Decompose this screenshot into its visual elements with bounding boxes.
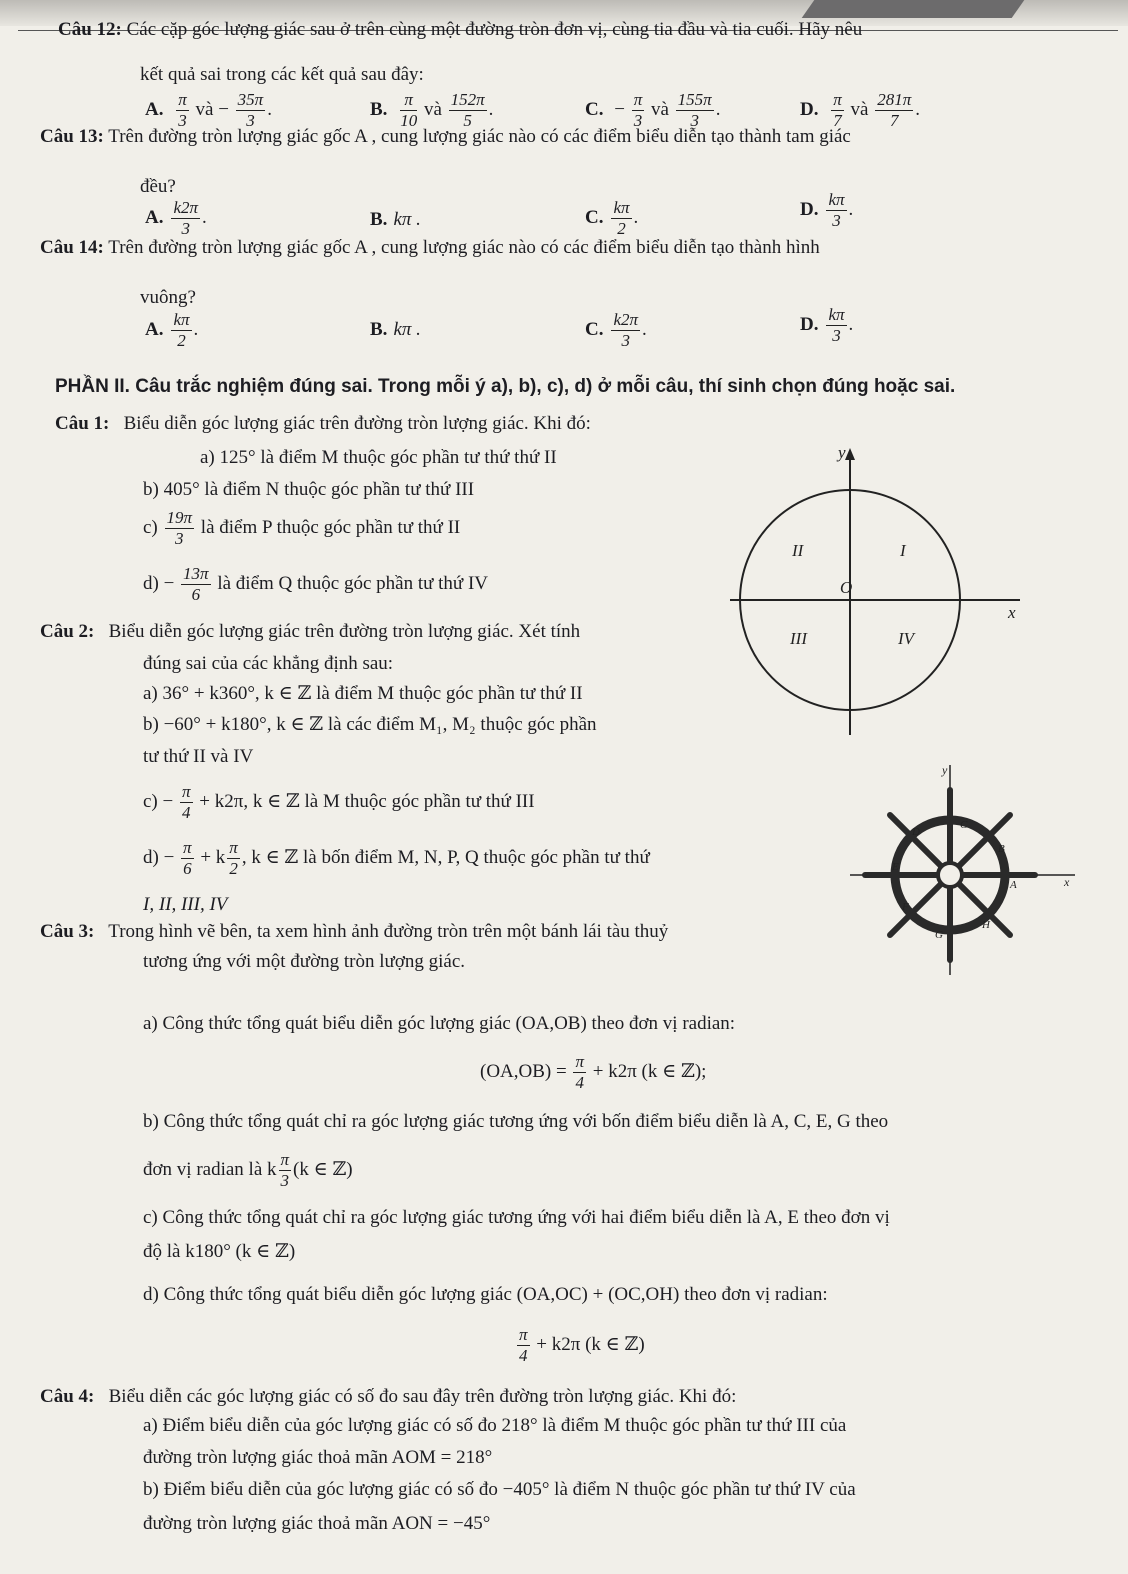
fraction: $\frac{152\pi}{5}$ — [450, 90, 485, 130]
y-label: y — [838, 443, 846, 462]
fraction: $\frac{\pi}{6}$ — [183, 838, 192, 878]
c1-label: Câu 1: — [55, 413, 110, 434]
c4-a2: đường tròn lượng giác thoả mãn AOM = 218° — [143, 1447, 493, 1468]
q14-label: Câu 14: — [40, 237, 104, 258]
y-label: y — [942, 763, 948, 777]
q14-option-a[interactable]: A. $\frac{k\pi}{2}$ . — [145, 310, 199, 350]
fraction: $\frac{\pi}{4}$ — [519, 1325, 528, 1365]
c4-text: Biểu diễn các góc lượng giác có số đo sau đây trên đường tròn lượng giác. Khi đó: — [108, 1386, 737, 1407]
fraction: $\frac{\pi}{7}$ — [833, 90, 842, 130]
q14-line1 — [40, 236, 820, 260]
fraction: $\frac{\pi}{4}$ — [181, 782, 191, 822]
c3-c1: c) Công thức tổng quát chỉ ra góc lượng giác tương ứng với hai điểm biểu diễn là A, E theo đơn vị — [143, 1207, 890, 1228]
c1-c: c) $\frac{19\pi}{3}$ là điểm P thuộc góc phần tư thứ II — [143, 508, 461, 548]
c1-d: d) − $\frac{13\pi}{6}$ là điểm Q thuộc góc phần tư thứ IV — [143, 564, 489, 604]
fraction: $\frac{\pi}{10}$ — [400, 90, 418, 130]
c3-a-formula: (OA,OB) = $\frac{\pi}{4}$ + k2π (k ∈ ℤ); — [480, 1052, 707, 1092]
option-key: A. — [145, 98, 164, 120]
fraction: $\frac{\pi}{2}$ — [229, 838, 238, 878]
point-c-label: C — [960, 819, 968, 831]
q13-option-d[interactable]: D. $\frac{k\pi}{3}$ . — [800, 190, 854, 230]
c3-a: a) Công thức tổng quát biểu diễn góc lượng giác (OA,OB) theo đơn vị radian: — [143, 1013, 736, 1034]
fraction: $\frac{\pi}{4}$ — [575, 1052, 584, 1092]
c3-d1: d) Công thức tổng quát biểu diễn góc lượng giác (OA,OC) + (OC,OH) theo đơn vị radian: — [143, 1284, 828, 1305]
point-b-label: B — [998, 843, 1005, 855]
c4-b2: đường tròn lượng giác thoả mãn AON = −45° — [143, 1513, 491, 1534]
fraction: $\frac{k\pi}{2}$ — [173, 310, 190, 350]
q13-text1: Trên đường tròn lượng giác gốc A , cung lượng giác nào có các điểm biểu diễn tạo thành tam giác — [108, 126, 851, 147]
q14-option-d[interactable]: D. $\frac{k\pi}{3}$ . — [800, 305, 854, 345]
c2-line1 — [40, 620, 580, 644]
c1-line — [55, 412, 591, 436]
q13-line1 — [40, 125, 851, 149]
c2-b2: tư thứ II và IV — [143, 746, 254, 767]
q12-option-b[interactable]: B. $\frac{\pi}{10}$ và $\frac{152\pi}{5}$ . — [370, 90, 494, 130]
quadrant-iv-label: IV — [898, 629, 915, 648]
q12-line1 — [58, 18, 862, 42]
option-mid: và — [650, 98, 669, 120]
c2-d: d) − $\frac{\pi}{6}$ + k $\frac{\pi}{2}$ , k ∈ ℤ là bốn điểm M, N, P, Q thuộc góc phần tư thứ — [143, 838, 650, 878]
q13-option-c[interactable]: C. $\frac{k\pi}{2}$ . — [585, 198, 639, 238]
c3-b2: đơn vị radian là k $\frac{\pi}{3}$ (k ∈ ℤ) — [143, 1150, 353, 1190]
c4-line1 — [40, 1385, 736, 1409]
c3-label: Câu 3: — [40, 921, 95, 942]
option-key: D. — [800, 98, 819, 120]
c2-text1: Biểu diễn góc lượng giác trên đường tròn lượng giác. Xét tính — [108, 621, 581, 642]
q12-option-a[interactable]: A. $\frac{\pi}{3}$ và − $\frac{35\pi}{3}$ . — [145, 90, 272, 130]
point-h-label: H — [982, 919, 990, 931]
option-mid: và − — [195, 98, 229, 120]
option-key: B. — [370, 98, 388, 120]
q12-option-c[interactable]: C. − $\frac{\pi}{3}$ và $\frac{155\pi}{3}$ . — [585, 90, 721, 130]
point-a-label: A — [1010, 879, 1017, 891]
quadrant-i-label: I — [900, 541, 906, 560]
c2-d2: I, II, III, IV — [143, 894, 228, 915]
fraction: $\frac{\pi}{3}$ — [280, 1150, 290, 1190]
c2-text2: đúng sai của các khẳng định sau: — [143, 653, 394, 674]
c3-line1 — [40, 920, 668, 944]
quadrant-diagram — [730, 440, 1030, 740]
c4-b1: b) Điểm biểu diễn của góc lượng giác có số đo −405° là điểm N thuộc góc phần tư thứ IV của — [143, 1479, 856, 1500]
c1-text: Biểu diễn góc lượng giác trên đường tròn lượng giác. Khi đó: — [123, 413, 591, 434]
c4-a1: a) Điểm biểu diễn của góc lượng giác có số đo 218° là điểm M thuộc góc phần tư thứ III của — [143, 1415, 847, 1436]
origin-label: O — [840, 578, 853, 597]
quadrant-ii-label: II — [792, 541, 804, 560]
fraction: $\frac{155\pi}{3}$ — [677, 90, 712, 130]
q12-label: Câu 12: — [58, 19, 122, 40]
c3-text1: Trong hình vẽ bên, ta xem hình ảnh đường tròn trên một bánh lái tàu thuỷ — [108, 921, 669, 942]
option-key: C. — [585, 98, 604, 120]
c1-a: a) 125° là điểm M thuộc góc phần tư thứ thứ II — [200, 447, 557, 468]
c2-c: c) − $\frac{\pi}{4}$ + k2π, k ∈ ℤ là M thuộc góc phần tư thứ III — [143, 782, 535, 822]
q13-text2: đều? — [140, 176, 176, 197]
quadrant-iii-label: III — [790, 629, 807, 648]
c1-b: b) 405° là điểm N thuộc góc phần tư thứ III — [143, 479, 475, 500]
x-label: x — [1008, 603, 1016, 622]
fraction: $\frac{k2\pi}{3}$ — [173, 198, 199, 238]
fraction: $\frac{k\pi}{3}$ — [828, 190, 845, 230]
c3-d-formula: $\frac{\pi}{4}$ + k2π (k ∈ ℤ) — [519, 1325, 645, 1365]
fraction: $\frac{k2\pi}{3}$ — [613, 310, 639, 350]
q14-text1: Trên đường tròn lượng giác gốc A , cung lượng giác nào có các điểm biểu diễn tạo thành hình — [108, 237, 820, 258]
c2-b: b) −60° + k180°, k ∈ ℤ là các điểm M₁, M₂ thuộc góc phần — [143, 714, 597, 735]
point-g-label: G — [935, 929, 943, 941]
c3-c2: độ là k180° (k ∈ ℤ) — [143, 1241, 296, 1262]
fraction: $\frac{\pi}{3}$ — [633, 90, 643, 130]
c2-a: a) 36° + k360°, k ∈ ℤ là điểm M thuộc góc phần tư thứ II — [143, 683, 583, 704]
y-arrow-icon — [845, 448, 855, 460]
q13-label: Câu 13: — [40, 126, 104, 147]
q14-text2: vuông? — [140, 287, 196, 308]
q12-text1: Các cặp góc lượng giác sau ở trên cùng một đường tròn đơn vị, cùng tia đầu và tia cuối. Hãy nêu — [126, 19, 863, 40]
c3-text2: tương ứng với một đường tròn lượng giác. — [143, 951, 466, 972]
part2-heading: PHẦN II. Câu trắc nghiệm đúng sai. Trong mỗi ý a), b), c), d) ở mỗi câu, thí sinh chọn đúng hoặc sai. — [55, 376, 956, 397]
point-d-label: D — [912, 826, 920, 838]
ship-wheel-diagram — [850, 760, 1080, 980]
point-f-label: F — [902, 901, 909, 913]
q13-option-b[interactable]: B. kπ . — [370, 209, 421, 230]
fraction: $\frac{\pi}{3}$ — [178, 90, 187, 130]
fraction: $\frac{13\pi}{6}$ — [183, 564, 209, 604]
option-pre: − — [614, 98, 625, 120]
fraction: $\frac{k\pi}{3}$ — [828, 305, 845, 345]
option-mid: và — [850, 98, 869, 120]
q12-option-d[interactable]: D. $\frac{\pi}{7}$ và $\frac{281\pi}{7}$ . — [800, 90, 920, 130]
x-label: x — [1064, 875, 1070, 889]
wheel-hub — [938, 863, 962, 887]
option-mid: và — [423, 98, 442, 120]
q14-option-b[interactable]: B. kπ . — [370, 319, 421, 340]
point-e-label: E — [892, 861, 899, 873]
q13-option-a[interactable]: A. $\frac{k2\pi}{3}$ . — [145, 198, 207, 238]
fraction: $\frac{19\pi}{3}$ — [166, 508, 193, 548]
fraction: $\frac{281\pi}{7}$ — [877, 90, 912, 130]
c3-b1: b) Công thức tổng quát chỉ ra góc lượng giác tương ứng với bốn điểm biểu diễn là A, C, E, G theo — [143, 1111, 889, 1132]
q14-option-c[interactable]: C. $\frac{k2\pi}{3}$ . — [585, 310, 647, 350]
fraction: $\frac{k\pi}{2}$ — [613, 198, 630, 238]
fraction: $\frac{35\pi}{3}$ — [237, 90, 264, 130]
c4-label: Câu 4: — [40, 1386, 95, 1407]
q12-text2: kết quả sai trong các kết quả sau đây: — [140, 64, 424, 85]
c2-label: Câu 2: — [40, 621, 95, 642]
page-top-dark-band — [802, 0, 1025, 18]
